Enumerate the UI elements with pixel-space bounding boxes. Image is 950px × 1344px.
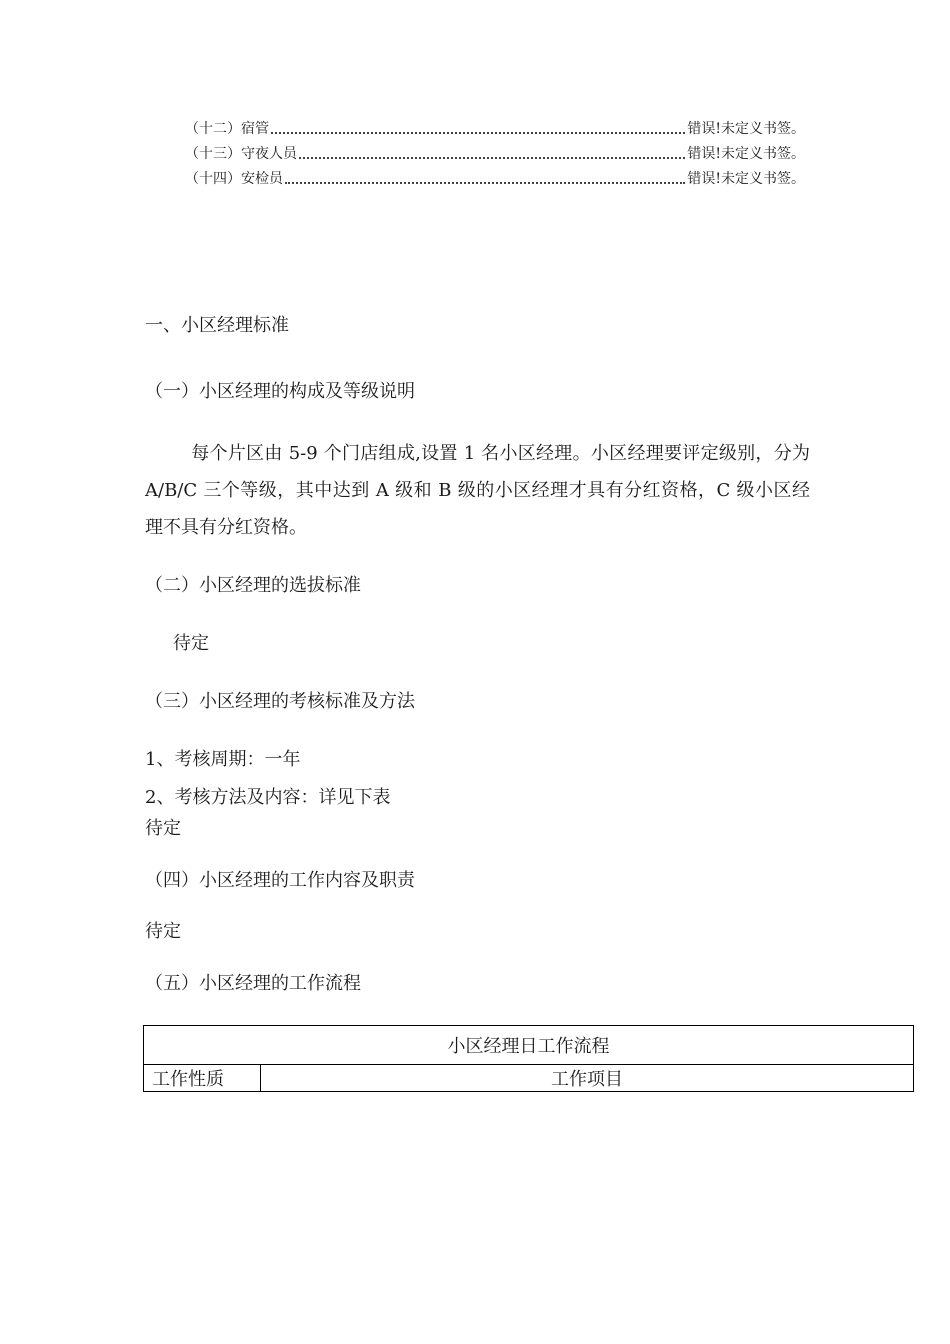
toc-leader-dots bbox=[285, 181, 685, 184]
toc-leader-dots bbox=[299, 156, 685, 159]
subsection-heading: （五）小区经理的工作流程 bbox=[145, 973, 361, 994]
toc-entry-label: （十三）守夜人员 bbox=[185, 146, 297, 162]
body-paragraph bbox=[145, 435, 810, 546]
table-row bbox=[144, 1065, 914, 1092]
toc-entry-label: （十四）安检员 bbox=[185, 171, 283, 187]
subsection-heading: （四）小区经理的工作内容及职责 bbox=[145, 870, 415, 891]
table-row bbox=[144, 1026, 914, 1065]
subsection-heading: （三）小区经理的考核标准及方法 bbox=[145, 691, 415, 712]
toc-entry-page: 错误!未定义书签。 bbox=[687, 146, 805, 162]
workflow-table bbox=[143, 1025, 914, 1092]
toc-entry-page: 错误!未定义书签。 bbox=[687, 171, 805, 187]
body-text: 待定 bbox=[145, 818, 181, 839]
body-text: 待定 bbox=[173, 633, 209, 654]
table-header-cell: 工作项目 bbox=[261, 1065, 914, 1092]
subsection-heading: （二）小区经理的选拔标准 bbox=[145, 575, 361, 596]
toc-entry[interactable] bbox=[185, 143, 805, 163]
paragraph-text: 每个片区由 5-9 个门店组成,设置 1 名小区经理。小区经理要评定级别，分为 A/B/C 三个等级，其中达到 A 级和 B 级的小区经理才具有分红资格，C 级小区经理不具有分红资格。 bbox=[145, 443, 810, 538]
list-item: 2、考核方法及内容：详见下表 bbox=[145, 787, 391, 808]
section-heading: 一、小区经理标准 bbox=[145, 315, 289, 336]
table-header-cell: 工作性质 bbox=[144, 1065, 261, 1092]
body-text: 待定 bbox=[145, 921, 181, 942]
toc-entry[interactable] bbox=[185, 118, 805, 138]
toc-entry[interactable] bbox=[185, 168, 805, 188]
list-item: 1、考核周期：一年 bbox=[145, 749, 301, 770]
toc-entry-label: （十二）宿管 bbox=[185, 121, 269, 137]
table-title-cell: 小区经理日工作流程 bbox=[144, 1026, 914, 1065]
toc-entry-page: 错误!未定义书签。 bbox=[687, 121, 805, 137]
toc-leader-dots bbox=[271, 131, 685, 134]
subsection-heading: （一）小区经理的构成及等级说明 bbox=[145, 381, 415, 402]
